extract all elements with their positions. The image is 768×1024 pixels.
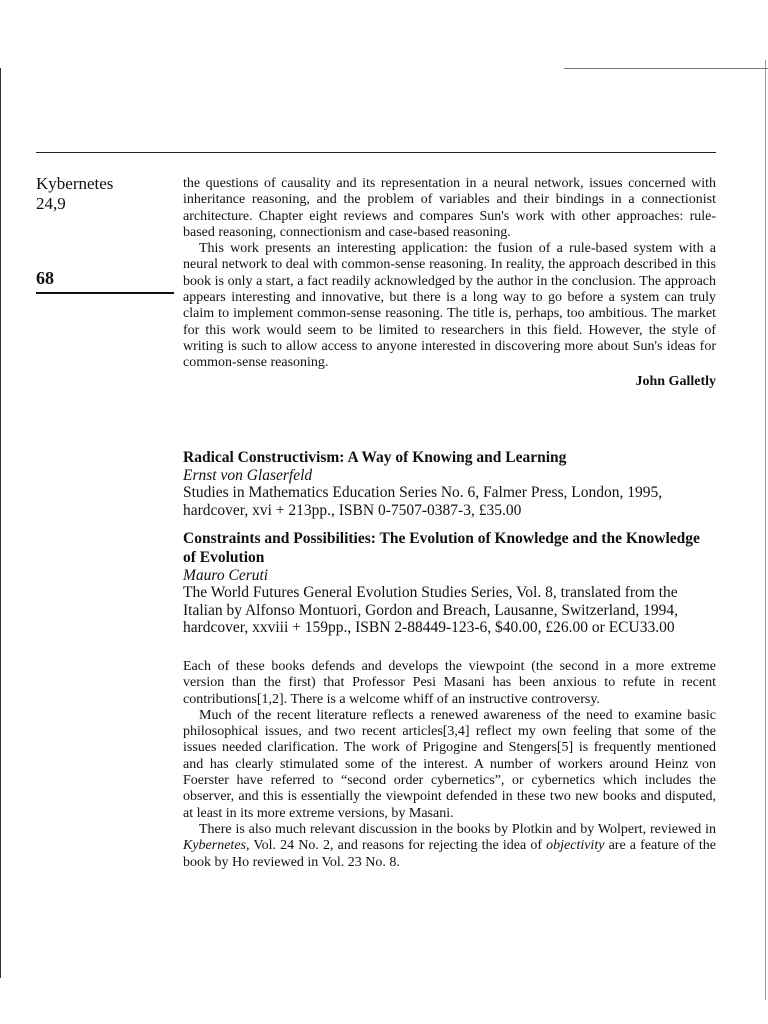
paragraph-3-text-b: , Vol. 24 No. 2, and reasons for rejecting the idea of — [245, 838, 547, 854]
page-number: 68 — [36, 268, 54, 288]
journal-name: Kybernetes — [36, 174, 114, 193]
scan-edge-left — [0, 68, 1, 978]
scan-edge-top — [564, 68, 768, 69]
book-author: Ernst von Glaserfeld — [183, 467, 313, 484]
book-details: The World Futures General Evolution Studies Series, Vol. 8, translated from the Italian by Alfonso Montuori, Gordon and Breach, Lausanne, Switzerland, 1994, hardcover, xxviii + 159pp., ISBN 2-88449-123-6, $40.00, £26.00 or ECU33.00 — [183, 584, 679, 636]
journal-reference: Kybernetes — [183, 838, 246, 854]
review-continued-paragraph-1: the questions of causality and its representation in a neural network, issues concerned with inheritance reasoning, and the problem of variables and their bindings in a connectionist architecture. Chapter eight reviews and compares Sun's work with other approaches: rule-based reasoning, connectionism and case-based reasoning. — [183, 176, 716, 240]
review-continued-paragraph-2: This work presents an interesting application: the fusion of a rule-based system with a neural network to deal with common-sense reasoning. In reality, the approach described in this book is only a start, a fact readily acknowledged by the author in the conclusion. The approach appears interesting and innovative, but there is a long way to go before a system can truly claim to implement common-sense reasoning. The title is, perhaps, too ambitious. The market for this work would seem to be limited to researchers in this field. However, the style of writing is such to allow access to anyone interested in discovering more about Sun's ideas for common-sense reasoning. — [183, 241, 716, 371]
review-paragraph-3 — [183, 822, 716, 871]
review-paragraph-1: Each of these books defends and develops the viewpoint (the second in a more extreme version than the first) that Professor Pesi Masani has been anxious to refute in recent contributions[1,2]. There is a welcome whiff of an instructive controversy. — [183, 659, 716, 707]
page-number-rule — [36, 292, 174, 294]
italic-term: objectivity — [546, 838, 605, 854]
review-body — [183, 659, 716, 871]
review-paragraph-2: Much of the recent literature reflects a renewed awareness of the need to examine basic philosophical issues, and two recent articles[3,4] reflect my own feeling that some of the issues needed clarification. The work of Prigogine and Stengers[5] is frequently mentioned and has clearly stimulated some of the interest. A number of workers around Heinz von Foerster have referred to “second order cybernetics”, or cybernetics which includes the observer, and this is essentially the viewpoint defended in these two new books and disputed, at least in its more extreme versions, by Masani. — [183, 707, 716, 821]
header-rule — [36, 152, 716, 153]
book-details: Studies in Mathematics Education Series No. 6, Falmer Press, London, 1995, hardcover, xvi + 213pp., ISBN 0-7507-0387-3, £35.00 — [183, 484, 663, 519]
margin-header — [36, 174, 176, 214]
reviewer-signature: John Galletly — [635, 373, 716, 389]
book-title: Constraints and Possibilities: The Evolution of Knowledge and the Knowledge of Evolution — [183, 530, 700, 566]
book-entry-2 — [183, 529, 716, 637]
paragraph-3-text-a: There is also much relevant discussion in the books by Plotkin and by Wolpert, reviewed in — [199, 821, 716, 837]
journal-issue: 24,9 — [36, 194, 66, 213]
book-entry-1 — [183, 448, 716, 519]
book-author: Mauro Ceruti — [183, 567, 269, 584]
review-continued — [183, 176, 716, 390]
paragraph-3-text-c: are a feature of the book by Ho reviewed in Vol. 23 No. 8. — [183, 838, 716, 870]
scan-edge-right — [765, 60, 766, 1000]
book-title: Radical Constructivism: A Way of Knowing and Learning — [183, 449, 567, 466]
